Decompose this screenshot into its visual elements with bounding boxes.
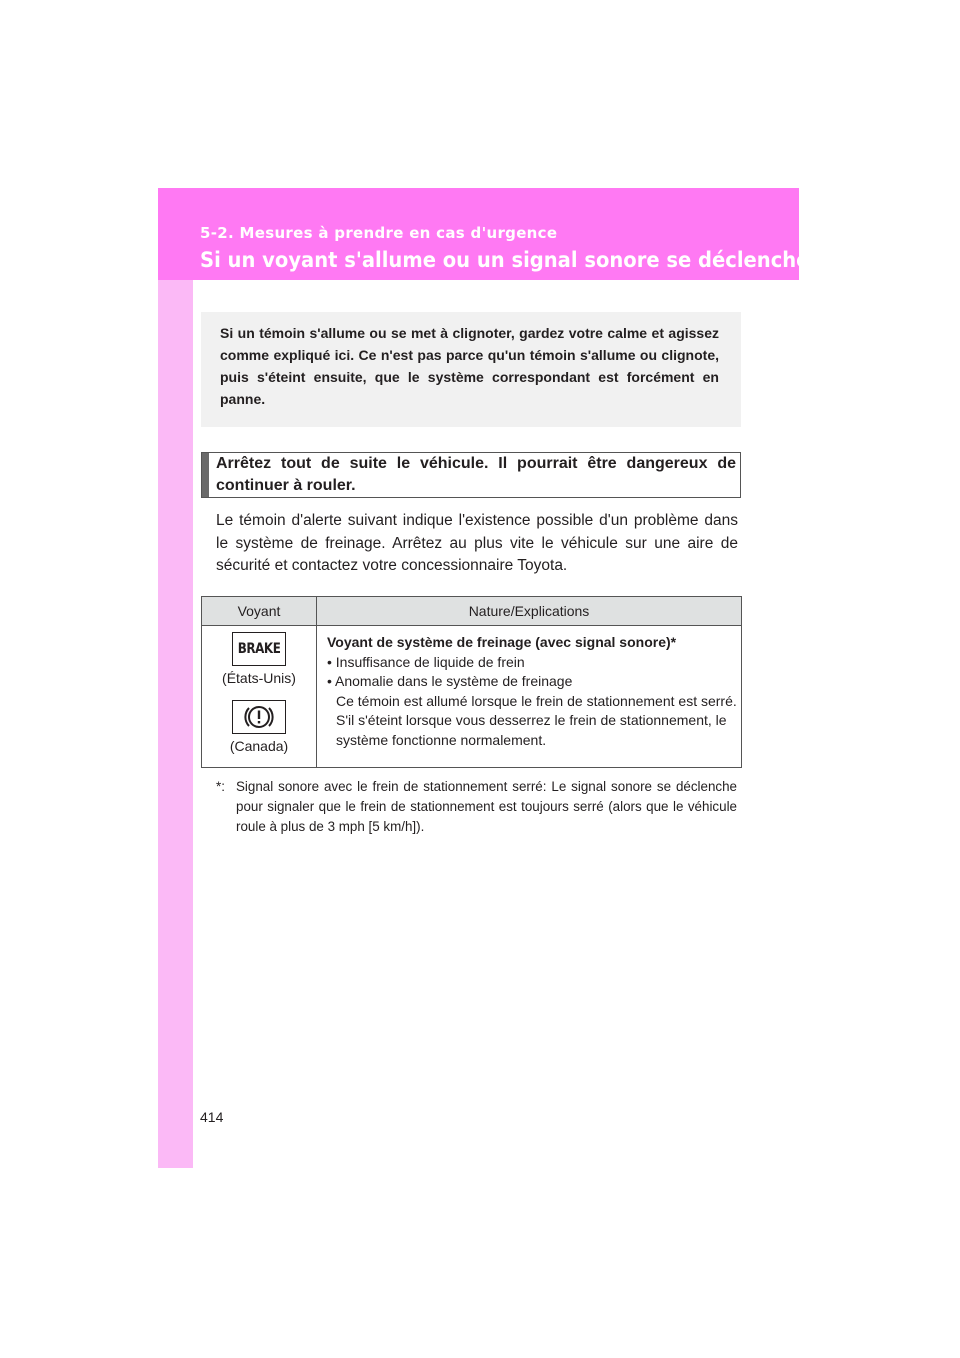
column-header-voyant: Voyant bbox=[202, 597, 317, 626]
intro-text: Si un témoin s'allume ou se met à clignoter, gardez votre calme et agissez comme expliqué ici. Ce n'est pas parce qu'un témoin s'allume ou clignote, puis s'éteint ensuite, que le système correspondant est forcément en panne. bbox=[220, 325, 719, 407]
indicator-title: Voyant de système de freinage (avec signal sonore)* bbox=[327, 634, 677, 650]
indicator-item: • Anomalie dans le système de freinage bbox=[327, 673, 573, 689]
circle-exclamation-icon bbox=[232, 700, 286, 734]
page-header bbox=[158, 188, 832, 280]
icon-caption-canada: (Canada) bbox=[229, 738, 289, 754]
column-header-explications: Nature/Explications bbox=[317, 597, 742, 626]
page-number: 414 bbox=[200, 1109, 224, 1125]
warning-heading bbox=[201, 452, 741, 498]
indicator-item: • Insuffisance de liquide de frein bbox=[327, 653, 525, 670]
page-title: Si un voyant s'allume ou un signal sonore se déclenche... bbox=[200, 248, 832, 272]
indicator-table bbox=[201, 596, 742, 768]
indicator-icon-cell bbox=[202, 626, 317, 768]
indicator-description-cell bbox=[317, 626, 742, 768]
side-tab bbox=[158, 188, 193, 1168]
body-paragraph: Le témoin d'alerte suivant indique l'existence possible d'un problème dans le système de freinage. Arrêtez au plus vite le véhicule sur une aire de sécurité et contactez votre concessionnaire Toyota. bbox=[216, 512, 738, 574]
icon-caption-us: (États-Unis) bbox=[222, 670, 296, 686]
footnote-text: Signal sonore avec le frein de stationnement serré: Le signal sonore se déclenche pour signaler que le frein de stationnement est toujours serré (alors que le véhicule roule à plus de 3 mph [5 km/h]). bbox=[236, 779, 737, 834]
brake-icon-label: BRAKE bbox=[237, 641, 281, 657]
section-label: 5-2. Mesures à prendre en cas d'urgence bbox=[200, 224, 558, 242]
table-row bbox=[202, 626, 742, 768]
warning-text: Arrêtez tout de suite le véhicule. Il pourrait être dangereux de continuer à rouler. bbox=[216, 455, 736, 494]
indicator-note: Ce témoin est allumé lorsque le frein de stationnement est serré. S'il s'éteint lorsque vous desserrez le frein de stationnement, le système fonctionne normalement. bbox=[336, 692, 737, 748]
footnote bbox=[216, 777, 737, 837]
warning-strip bbox=[202, 453, 209, 497]
table-header-row bbox=[202, 597, 742, 626]
intro-box bbox=[201, 312, 741, 427]
brake-warning-icon bbox=[232, 632, 286, 666]
footnote-mark: *: bbox=[216, 779, 225, 794]
